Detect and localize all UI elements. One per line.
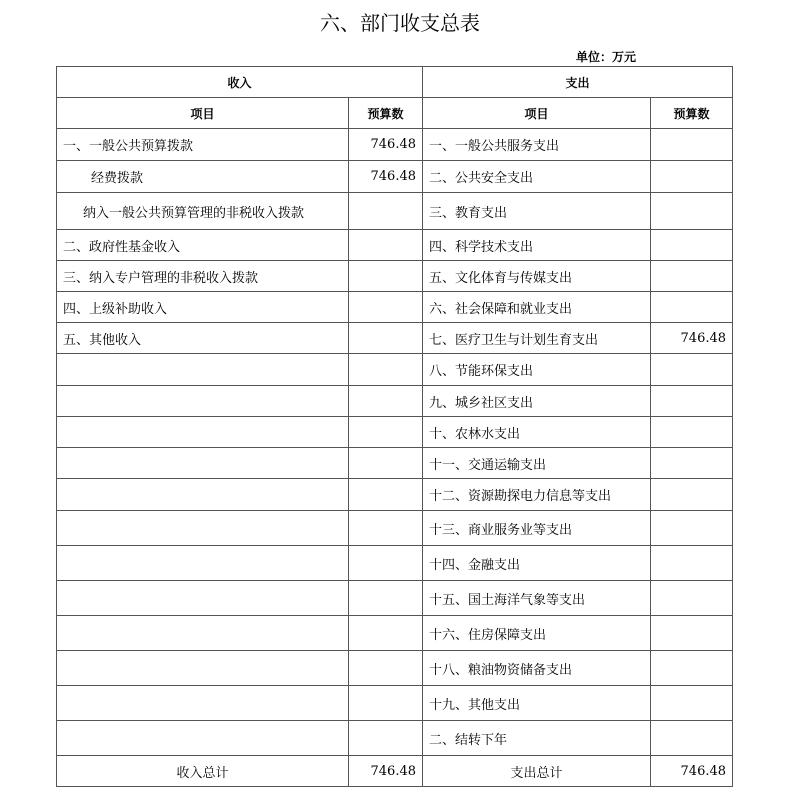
table-row [57,129,733,161]
income-value-cell [349,448,423,479]
expense-value-cell [651,354,733,386]
expense-item-cell: 八、节能环保支出 [423,354,651,386]
column-header-row [57,98,733,129]
expense-value-cell [651,479,733,511]
expense-item-cell: 十一、交通运输支出 [423,448,651,479]
income-item-cell: 经费拨款 [57,161,349,193]
table-row [57,686,733,721]
expense-item-cell: 一、一般公共服务支出 [423,129,651,161]
income-value-cell [349,651,423,686]
expense-header: 支出 [423,67,733,98]
expense-item-cell: 十、农林水支出 [423,417,651,448]
table-row [57,417,733,448]
expense-item-cell: 四、科学技术支出 [423,230,651,261]
budget-summary-table [56,66,733,787]
expense-item-cell: 三、教育支出 [423,193,651,230]
expense-item-cell: 二、结转下年 [423,721,651,756]
income-value-cell [349,292,423,323]
expense-item-cell: 六、社会保障和就业支出 [423,292,651,323]
expense-item-cell: 五、文化体育与传媒支出 [423,261,651,292]
table-row [57,581,733,616]
table-row [57,193,733,230]
income-item-cell: 纳入一般公共预算管理的非税收入拨款 [57,193,349,230]
income-value-cell: 746.48 [349,129,423,161]
income-value-cell [349,261,423,292]
income-item-cell [57,686,349,721]
expense-item-cell: 十五、国土海洋气象等支出 [423,581,651,616]
income-item-cell [57,651,349,686]
expense-value-cell [651,651,733,686]
income-value-cell [349,354,423,386]
expense-value-cell [651,616,733,651]
expense-item-cell: 十八、粮油物资储备支出 [423,651,651,686]
table-row [57,261,733,292]
income-total-label: 收入总计 [57,756,349,787]
expense-item-cell: 十四、金融支出 [423,546,651,581]
expense-item-cell: 十二、资源勘探电力信息等支出 [423,479,651,511]
expense-total-value: 746.48 [651,756,733,787]
expense-item-cell: 十九、其他支出 [423,686,651,721]
income-item-cell [57,511,349,546]
income-item-cell: 三、纳入专户管理的非税收入拨款 [57,261,349,292]
expense-value-cell [651,546,733,581]
income-item-cell [57,721,349,756]
income-item-cell [57,386,349,417]
expense-item-cell: 二、公共安全支出 [423,161,651,193]
income-item-cell: 一、一般公共预算拨款 [57,129,349,161]
income-item-cell [57,354,349,386]
income-value-cell [349,616,423,651]
income-value-cell [349,479,423,511]
expense-value-cell: 746.48 [651,323,733,354]
expense-value-cell [651,129,733,161]
expense-item-cell: 七、医疗卫生与计划生育支出 [423,323,651,354]
expense-value-cell [651,448,733,479]
expense-item-col-header: 项目 [423,98,651,129]
table-row [57,511,733,546]
income-value-cell [349,386,423,417]
table-row [57,386,733,417]
unit-label: 单位：万元 [576,50,637,64]
income-value-cell [349,686,423,721]
expense-value-cell [651,581,733,616]
expense-value-cell [651,230,733,261]
expense-value-cell [651,292,733,323]
expense-item-cell: 十三、商业服务业等支出 [423,511,651,546]
income-value-cell [349,193,423,230]
income-item-col-header: 项目 [57,98,349,129]
income-item-cell [57,417,349,448]
income-item-cell: 五、其他收入 [57,323,349,354]
income-item-cell [57,479,349,511]
income-value-cell [349,546,423,581]
expense-value-cell [651,261,733,292]
expense-value-cell [651,417,733,448]
section-header-row [57,67,733,98]
income-value-cell [349,417,423,448]
page-title: 六、部门收支总表 [320,11,480,35]
table-row [57,230,733,261]
table-row [57,546,733,581]
income-value-cell [349,721,423,756]
expense-total-label: 支出总计 [423,756,651,787]
table-row [57,292,733,323]
table-row [57,479,733,511]
expense-value-cell [651,686,733,721]
income-item-cell [57,581,349,616]
table-row [57,616,733,651]
table-row [57,354,733,386]
income-item-cell [57,448,349,479]
expense-value-cell [651,721,733,756]
table-row [57,448,733,479]
income-item-cell: 二、政府性基金收入 [57,230,349,261]
expense-item-cell: 九、城乡社区支出 [423,386,651,417]
income-item-cell: 四、上级补助收入 [57,292,349,323]
expense-value-cell [651,386,733,417]
expense-value-cell [651,193,733,230]
income-value-cell [349,323,423,354]
expense-item-cell: 十六、住房保障支出 [423,616,651,651]
income-item-cell [57,616,349,651]
expense-budget-col-header: 预算数 [651,98,733,129]
table-row [57,161,733,193]
income-value-cell [349,581,423,616]
table-row [57,651,733,686]
table-row [57,721,733,756]
expense-value-cell [651,161,733,193]
income-value-cell [349,230,423,261]
income-value-cell [349,511,423,546]
table-row [57,323,733,354]
income-item-cell [57,546,349,581]
total-row [57,756,733,787]
income-total-value: 746.48 [349,756,423,787]
expense-value-cell [651,511,733,546]
income-header: 收入 [57,67,423,98]
income-budget-col-header: 预算数 [349,98,423,129]
income-value-cell: 746.48 [349,161,423,193]
